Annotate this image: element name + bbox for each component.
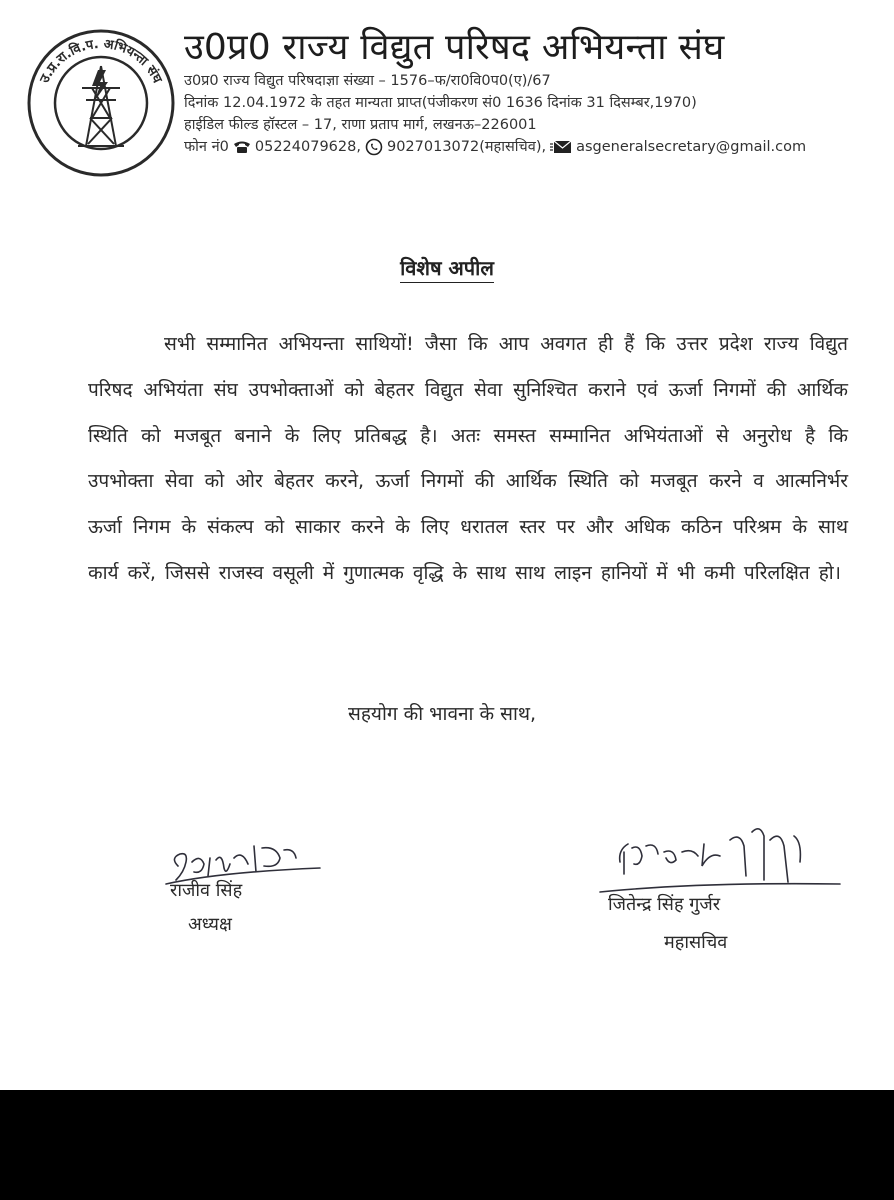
seal-text: उ.प्र.रा.वि.प. अभियन्ता संघ [37, 36, 165, 86]
org-name: उ0प्र0 राज्य विद्युत परिषद अभियन्ता संघ [184, 27, 725, 68]
signatory-general-secretary [580, 822, 860, 982]
signatory-title: महासचिव [664, 932, 728, 953]
subject-text: विशेष अपील [400, 256, 494, 283]
recognition-line: दिनांक 12.04.1972 के तहत मान्यता प्राप्त(पंजीकरण सं0 1636 दिनांक 31 दिसम्बर,1970) [184, 95, 697, 111]
letterhead [184, 26, 884, 158]
letter-subject [0, 254, 894, 281]
email-address[interactable]: asgeneralsecretary@gmail.com [576, 139, 807, 155]
signatory-name: जितेन्द्र सिंह गुर्जर [608, 894, 721, 915]
mobile-number: 9027013072(महासचिव), [386, 139, 547, 155]
letter-closing: सहयोग की भावना के साथ, [348, 703, 537, 725]
signatory-name: राजीव सिंह [170, 880, 243, 901]
phone-number: 05224079628, [254, 139, 361, 155]
phone-label: फोन नं0 [184, 139, 229, 155]
signatory-president [130, 828, 350, 988]
association-seal [26, 28, 176, 178]
contact-line [184, 136, 884, 158]
whatsapp-icon [365, 138, 383, 156]
registration-line: उ0प्र0 राज्य विद्युत परिषदाज्ञा संख्या – 1576–फ/रा0वि0प0(ए)/67 [184, 73, 551, 89]
address-line: हाईडिल फील्ड हॉस्टल – 17, राणा प्रताप मार्ग, लखनऊ–226001 [184, 117, 537, 133]
email-icon [550, 140, 572, 154]
telephone-icon [233, 140, 251, 154]
letter-body: सभी सम्मानित अभियन्ता साथियों! जैसा कि आप अवगत ही हैं कि उत्तर प्रदेश राज्य विद्युत परिषद अभियंता संघ उपभोक्ताओं को बेहतर विद्युत सेवा सुनिश्चित कराने एवं ऊर्जा निगमों की आर्थिक स्थिति को मजबूत बनाने के लिए प्रतिबद्ध है। अतः समस्त सम्मानित अभियंताओं से अनुरोध है कि उपभोक्ता सेवा को ओर बेहतर करने, ऊर्जा निगमों की आर्थिक स्थिति को मजबूत करने व आत्मनिर्भर ऊर्जा निगम के संकल्प को साकार करने के लिए धरातल स्तर पर और अधिक कठिन परिश्रम के साथ कार्य करें, जिससे राजस्व वसूली में गुणात्मक वृद्धि के साथ साथ लाइन हानियों में भी कमी परिलक्षित हो। [88, 333, 848, 584]
signatory-title: अध्यक्ष [188, 914, 232, 935]
